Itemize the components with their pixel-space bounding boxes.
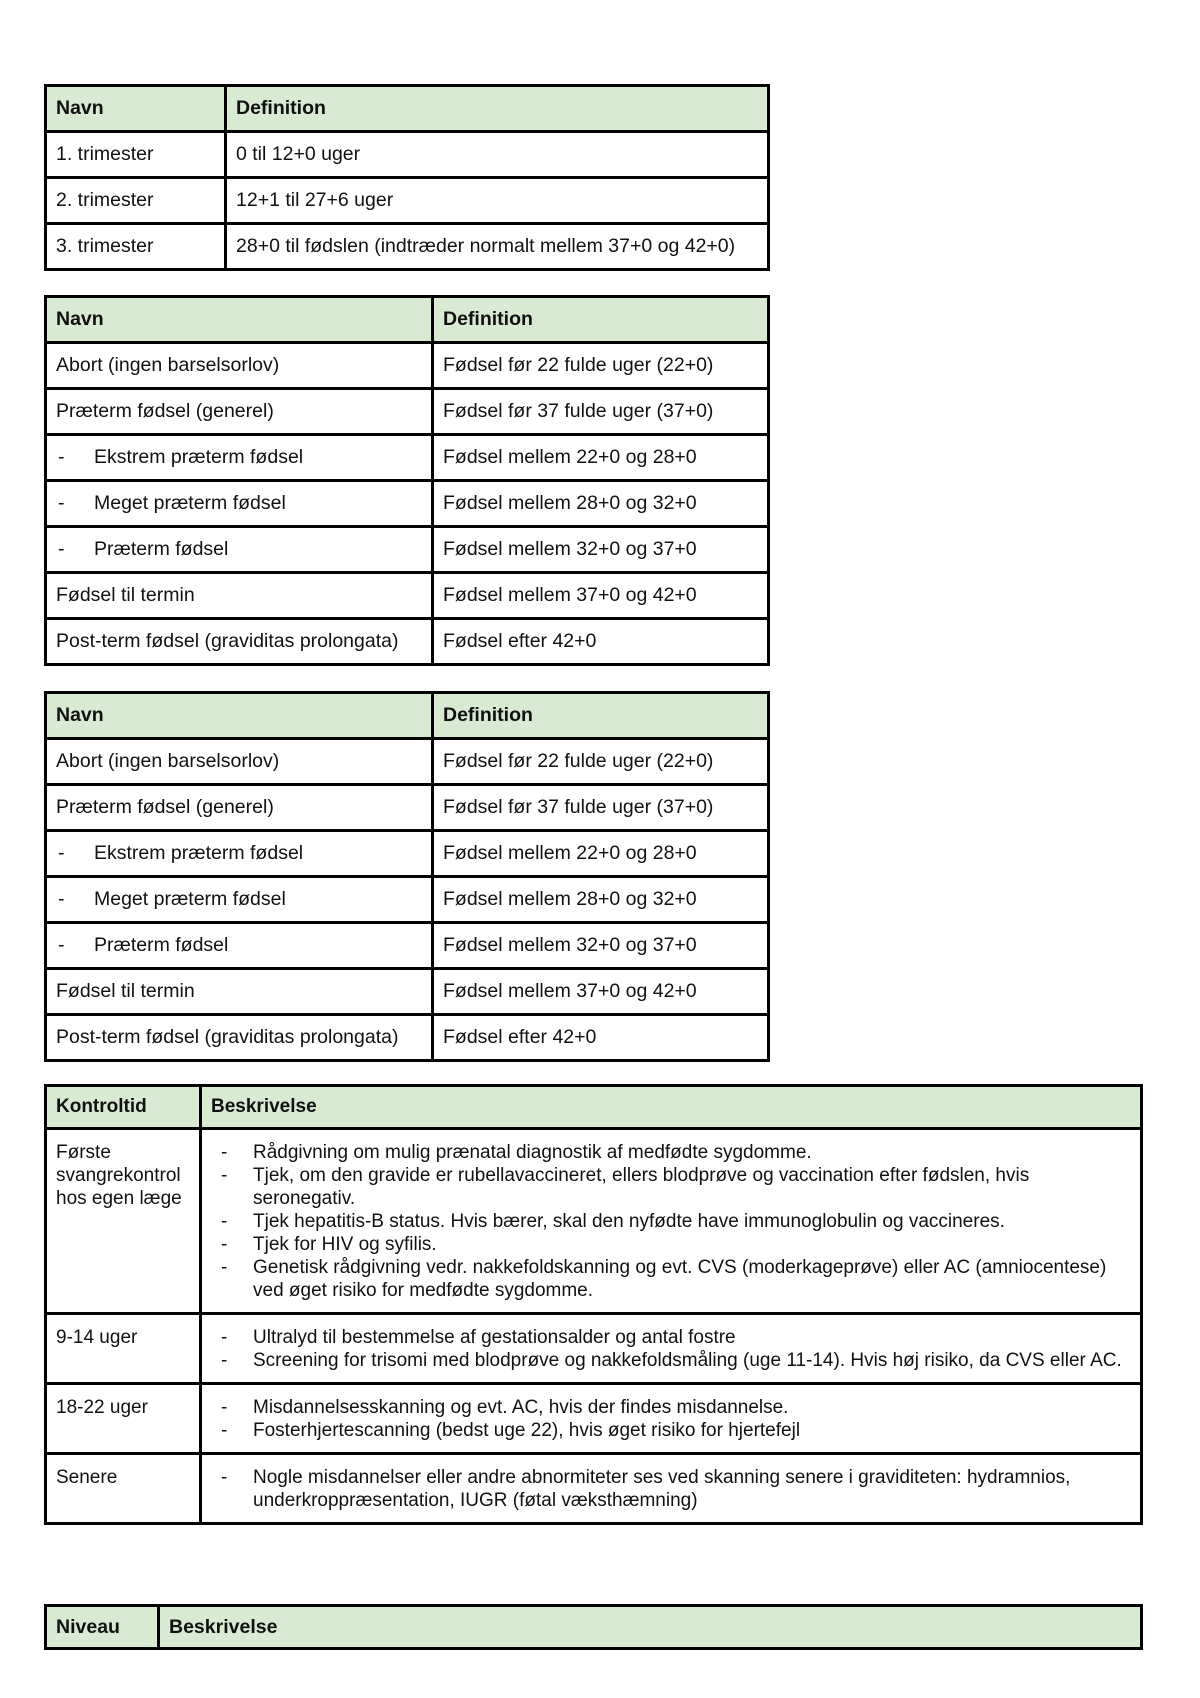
table-row	[46, 435, 769, 481]
cell-definition: Fødsel mellem 28+0 og 32+0	[433, 877, 769, 923]
cell-definition: Fødsel mellem 28+0 og 32+0	[433, 481, 769, 527]
header-niveau: Niveau	[46, 1606, 159, 1649]
cell-definition: Fødsel mellem 37+0 og 42+0	[433, 969, 769, 1015]
cell-definition: 28+0 til fødslen (indtræder normalt mellem 37+0 og 42+0)	[226, 224, 769, 270]
cell-name	[46, 481, 433, 527]
cell-name	[46, 923, 433, 969]
cell-name	[46, 573, 433, 619]
sub-item-dash: -	[58, 934, 65, 956]
cell-definition: 12+1 til 27+6 uger	[226, 178, 769, 224]
table-header-row	[46, 86, 769, 132]
cell-definition: Fødsel efter 42+0	[433, 1015, 769, 1061]
name-text: Præterm fødsel (generel)	[56, 796, 274, 818]
cell-name	[46, 831, 433, 877]
header-navn: Navn	[46, 693, 433, 739]
cell-description	[201, 1454, 1142, 1524]
sub-item-dash: -	[58, 538, 65, 560]
name-text: Fødsel til termin	[56, 980, 195, 1002]
cell-definition: Fødsel mellem 37+0 og 42+0	[433, 573, 769, 619]
cell-name: 3. trimester	[46, 224, 226, 270]
list-item: - Ultralyd til bestemmelse af gestationsalder og antal fostre	[211, 1326, 1131, 1349]
list-item: - Rådgivning om mulig prænatal diagnostik af medfødte sygdomme.	[211, 1141, 1131, 1164]
table-row	[46, 178, 769, 224]
table-row	[46, 831, 769, 877]
cell-name	[46, 619, 433, 665]
table-row	[46, 1454, 1142, 1524]
checkup-table	[44, 1084, 1143, 1525]
cell-description	[201, 1384, 1142, 1454]
list-item: - Fosterhjertescanning (bedst uge 22), hvis øget risiko for hjertefejl	[211, 1419, 1131, 1442]
cell-time: 9-14 uger	[46, 1314, 201, 1384]
cell-definition: Fødsel efter 42+0	[433, 619, 769, 665]
cell-name	[46, 343, 433, 389]
table-row	[46, 1015, 769, 1061]
cell-definition: Fødsel før 37 fulde uger (37+0)	[433, 785, 769, 831]
cell-time: 18-22 uger	[46, 1384, 201, 1454]
bullet-list	[211, 1141, 1131, 1302]
bullet-list	[211, 1326, 1131, 1372]
header-beskrivelse: Beskrivelse	[201, 1086, 1142, 1129]
cell-name	[46, 969, 433, 1015]
cell-definition: Fødsel mellem 32+0 og 37+0	[433, 527, 769, 573]
header-navn: Navn	[46, 86, 226, 132]
cell-time: Senere	[46, 1454, 201, 1524]
cell-definition: Fødsel før 22 fulde uger (22+0)	[433, 343, 769, 389]
table-header-row	[46, 1086, 1142, 1129]
table-header-row	[46, 1606, 1142, 1649]
table-row	[46, 527, 769, 573]
bullet-list	[211, 1396, 1131, 1442]
cell-description	[201, 1129, 1142, 1314]
table-row	[46, 877, 769, 923]
table-row	[46, 481, 769, 527]
list-item: - Tjek, om den gravide er rubellavaccineret, ellers blodprøve og vaccination efter fødslen, hvis seronegativ.	[211, 1164, 1131, 1210]
list-item: - Nogle misdannelser eller andre abnormiteter ses ved skanning senere i graviditeten: hydramnios, underkroppræsentation, IUGR (føtal væksthæmning)	[211, 1466, 1131, 1512]
sub-item-dash: -	[58, 888, 65, 910]
table-header-row	[46, 297, 769, 343]
table-row	[46, 785, 769, 831]
header-navn: Navn	[46, 297, 433, 343]
bullet-list	[211, 1466, 1131, 1512]
table-header-row	[46, 693, 769, 739]
name-text: Fødsel til termin	[56, 584, 195, 606]
name-text: Ekstrem præterm fødsel	[94, 446, 304, 468]
header-definition: Definition	[433, 297, 769, 343]
cell-time: Første svangrekontrol hos egen læge	[46, 1129, 201, 1314]
sub-item-dash: -	[58, 842, 65, 864]
name-text: Præterm fødsel (generel)	[56, 400, 274, 422]
table-row	[46, 923, 769, 969]
table-row	[46, 573, 769, 619]
name-text: Præterm fødsel	[94, 934, 229, 956]
trimester-table	[44, 84, 770, 271]
list-item: - Misdannelsesskanning og evt. AC, hvis der findes misdannelse.	[211, 1396, 1131, 1419]
level-table	[44, 1604, 1143, 1650]
table-row	[46, 389, 769, 435]
cell-definition: 0 til 12+0 uger	[226, 132, 769, 178]
table-row	[46, 619, 769, 665]
header-beskrivelse: Beskrivelse	[159, 1606, 1142, 1649]
cell-definition: Fødsel mellem 22+0 og 28+0	[433, 831, 769, 877]
birth-classification-table	[44, 295, 770, 666]
list-item: - Genetisk rådgivning vedr. nakkefoldskanning og evt. CVS (moderkageprøve) eller AC (amniocentese) ved øget risiko for medfødte sygdomme.	[211, 1256, 1131, 1302]
table-row	[46, 969, 769, 1015]
sub-item-dash: -	[58, 446, 65, 468]
header-kontroltid: Kontroltid	[46, 1086, 201, 1129]
table-row	[46, 224, 769, 270]
cell-definition: Fødsel mellem 32+0 og 37+0	[433, 923, 769, 969]
table-row	[46, 739, 769, 785]
name-text: Abort (ingen barselsorlov)	[56, 750, 280, 772]
cell-definition: Fødsel mellem 22+0 og 28+0	[433, 435, 769, 481]
cell-name	[46, 785, 433, 831]
birth-classification-table-repeat	[44, 691, 770, 1062]
cell-name	[46, 1015, 433, 1061]
table-row	[46, 1129, 1142, 1314]
list-item: - Tjek for HIV og syfilis.	[211, 1233, 1131, 1256]
cell-name: 1. trimester	[46, 132, 226, 178]
table-row	[46, 1314, 1142, 1384]
cell-name	[46, 527, 433, 573]
list-item: - Tjek hepatitis-B status. Hvis bærer, skal den nyfødte have immunoglobulin og vaccineres.	[211, 1210, 1131, 1233]
name-text: Post-term fødsel (graviditas prolongata)	[56, 630, 399, 652]
name-text: Post-term fødsel (graviditas prolongata)	[56, 1026, 399, 1048]
cell-name: 2. trimester	[46, 178, 226, 224]
table-row	[46, 1384, 1142, 1454]
cell-name	[46, 877, 433, 923]
cell-description	[201, 1314, 1142, 1384]
cell-definition: Fødsel før 37 fulde uger (37+0)	[433, 389, 769, 435]
name-text: Meget præterm fødsel	[94, 492, 286, 514]
sub-item-dash: -	[58, 492, 65, 514]
name-text: Abort (ingen barselsorlov)	[56, 354, 280, 376]
header-definition: Definition	[226, 86, 769, 132]
list-item: - Screening for trisomi med blodprøve og nakkefoldsmåling (uge 11-14). Hvis høj risiko, da CVS eller AC.	[211, 1349, 1131, 1372]
header-definition: Definition	[433, 693, 769, 739]
cell-name	[46, 435, 433, 481]
cell-definition: Fødsel før 22 fulde uger (22+0)	[433, 739, 769, 785]
name-text: Præterm fødsel	[94, 538, 229, 560]
table-row	[46, 132, 769, 178]
cell-name	[46, 389, 433, 435]
cell-name	[46, 739, 433, 785]
name-text: Meget præterm fødsel	[94, 888, 286, 910]
table-row	[46, 343, 769, 389]
name-text: Ekstrem præterm fødsel	[94, 842, 304, 864]
